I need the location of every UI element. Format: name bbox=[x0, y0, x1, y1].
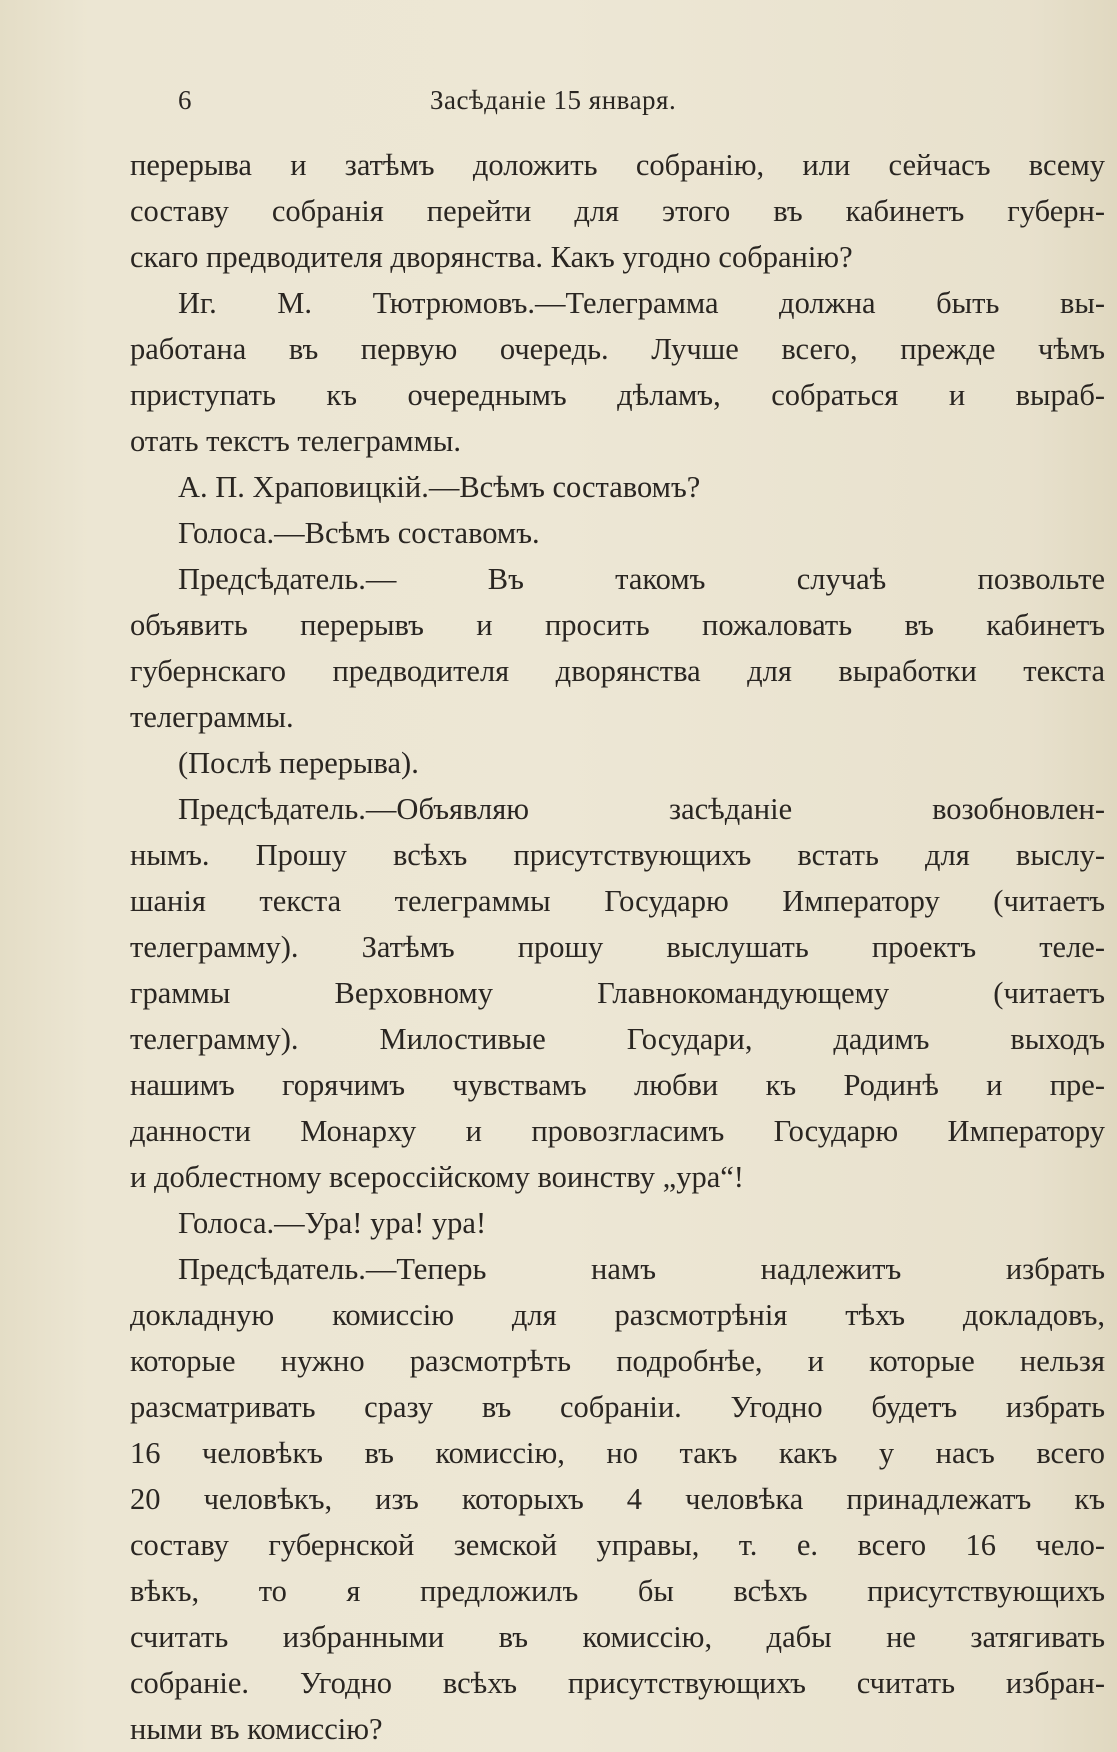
speaker-line: Предсѣдатель.—Теперь намъ надлежитъ избрать bbox=[178, 1252, 1105, 1286]
text-line: данности Монарху и провозгласимъ Государю Императору bbox=[130, 1114, 1105, 1148]
text-line: приступать къ очереднымъ дѣламъ, собраться и выраб- bbox=[130, 378, 1105, 412]
text-line: 16 человѣкъ въ комиссію, но такъ какъ у насъ всего bbox=[130, 1436, 1105, 1470]
text-line: телеграмму). Милостивые Государи, дадимъ выходъ bbox=[130, 1022, 1105, 1056]
speaker-line: Иг. М. Тютрюмовъ.—Телеграмма должна быть вы- bbox=[178, 286, 1105, 320]
text-line: объявить перерывъ и просить пожаловать въ кабинетъ bbox=[130, 608, 1105, 642]
speaker-line: Голоса.—Ура! ура! ура! bbox=[178, 1206, 487, 1240]
text-line: вѣкъ, то я предложилъ бы всѣхъ присутствующихъ bbox=[130, 1574, 1105, 1608]
speaker-line: Предсѣдатель.—Объявляю засѣданіе возобновлен- bbox=[178, 792, 1105, 826]
running-head: Засѣданіе 15 января. bbox=[430, 85, 677, 115]
speaker-line: А. П. Храповицкій.—Всѣмъ составомъ? bbox=[178, 470, 701, 504]
text-line: докладную комиссію для разсмотрѣнія тѣхъ докладовъ, bbox=[130, 1298, 1105, 1332]
text-line: считать избранными въ комиссію, дабы не затягивать bbox=[130, 1620, 1105, 1654]
speaker-line: Голоса.—Всѣмъ составомъ. bbox=[178, 516, 540, 550]
text-line: 20 человѣкъ, изъ которыхъ 4 человѣка принадлежатъ къ bbox=[130, 1482, 1105, 1516]
text-line: нымъ. Прошу всѣхъ присутствующихъ встать для выслу- bbox=[130, 838, 1105, 872]
text-line: разсматривать сразу въ собраніи. Угодно будетъ избрать bbox=[130, 1390, 1105, 1424]
text-line: собраніе. Угодно всѣхъ присутствующихъ считать избран- bbox=[130, 1666, 1105, 1700]
speaker-line: Предсѣдатель.— Въ такомъ случаѣ позвольте bbox=[178, 562, 1105, 596]
page-header bbox=[130, 78, 1090, 122]
text-line: перерыва и затѣмъ доложить собранію, или сейчасъ всему bbox=[130, 148, 1105, 182]
page-number: 6 bbox=[178, 85, 192, 115]
text-line: отать текстъ телеграммы. bbox=[130, 424, 461, 458]
text-line: которые нужно разсмотрѣть подробнѣе, и которые нельзя bbox=[130, 1344, 1105, 1378]
text-line: ными въ комиссію? bbox=[130, 1712, 383, 1746]
text-line: работана въ первую очередь. Лучше всего, прежде чѣмъ bbox=[130, 332, 1105, 366]
text-line: губернскаго предводителя дворянства для выработки текста bbox=[130, 654, 1105, 688]
text-line: составу собранія перейти для этого въ кабинетъ губерн- bbox=[130, 194, 1105, 228]
text-line: граммы Верховному Главнокомандующему (читаетъ bbox=[130, 976, 1105, 1010]
text-line: телеграммы. bbox=[130, 700, 294, 734]
text-line: нашимъ горячимъ чувствамъ любви къ Родинѣ и пре- bbox=[130, 1068, 1105, 1102]
text-line: и доблестному всероссійскому воинству „ура“! bbox=[130, 1160, 744, 1194]
text-line: шанія текста телеграммы Государю Императору (читаетъ bbox=[130, 884, 1105, 918]
body-text bbox=[130, 142, 1105, 1752]
stage-direction: (Послѣ перерыва). bbox=[178, 746, 419, 780]
text-line: телеграмму). Затѣмъ прошу выслушать проектъ теле- bbox=[130, 930, 1105, 964]
text-line: составу губернской земской управы, т. е. всего 16 чело- bbox=[130, 1528, 1105, 1562]
text-line: скаго предводителя дворянства. Какъ угодно собранію? bbox=[130, 240, 853, 274]
